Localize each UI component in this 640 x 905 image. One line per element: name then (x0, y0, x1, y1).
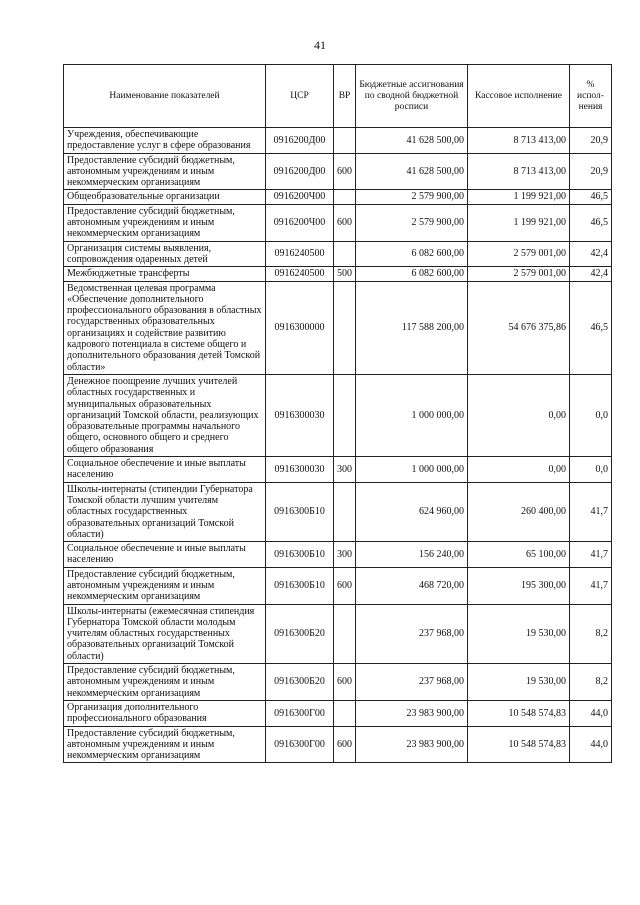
header-cash: Кассовое исполнение (468, 65, 570, 128)
cell-cash: 0,00 (468, 457, 570, 483)
cell-budget: 6 082 600,00 (356, 241, 468, 267)
cell-budget: 41 628 500,00 (356, 128, 468, 154)
table-row (64, 190, 612, 204)
table-row (64, 567, 612, 604)
cell-cash: 8 713 413,00 (468, 153, 570, 190)
cell-cash: 19 530,00 (468, 604, 570, 663)
cell-name: Предоставление субсидий бюджетным, автономным учреждениям и иным некоммерческим организациям (64, 153, 266, 190)
cell-budget: 624 960,00 (356, 482, 468, 541)
cell-budget: 1 000 000,00 (356, 457, 468, 483)
cell-csr: 0916200Д00 (266, 153, 334, 190)
cell-percent: 8,2 (570, 664, 612, 701)
table-row (64, 281, 612, 374)
page-number: 41 (314, 38, 326, 52)
header-csr: ЦСР (266, 65, 334, 128)
cell-percent: 0,0 (570, 457, 612, 483)
cell-percent: 41,7 (570, 542, 612, 568)
table-header-row (64, 65, 612, 128)
cell-name: Предоставление субсидий бюджетным, автономным учреждениям и иным некоммерческим организациям (64, 204, 266, 241)
cell-csr: 0916240500 (266, 241, 334, 267)
cell-vr: 600 (334, 204, 356, 241)
cell-name: Социальное обеспечение и иные выплаты населению (64, 457, 266, 483)
cell-csr: 0916300Б20 (266, 604, 334, 663)
cell-cash: 8 713 413,00 (468, 128, 570, 154)
table-row (64, 267, 612, 281)
cell-budget: 23 983 900,00 (356, 700, 468, 726)
cell-cash: 1 199 921,00 (468, 204, 570, 241)
cell-budget: 156 240,00 (356, 542, 468, 568)
cell-budget: 237 968,00 (356, 664, 468, 701)
cell-name: Предоставление субсидий бюджетным, автономным учреждениям и иным некоммерческим организациям (64, 726, 266, 763)
cell-vr (334, 281, 356, 374)
cell-name: Предоставление субсидий бюджетным, автономным учреждениям и иным некоммерческим организациям (64, 567, 266, 604)
cell-percent: 41,7 (570, 482, 612, 541)
cell-vr: 600 (334, 726, 356, 763)
cell-name: Организация системы выявления, сопровождения одаренных детей (64, 241, 266, 267)
cell-budget: 2 579 900,00 (356, 190, 468, 204)
cell-name: Школы-интернаты (стипендии Губернатора Томской области лучшим учителям областных государственных образовательных организаций Томской области) (64, 482, 266, 541)
cell-cash: 10 548 574,83 (468, 700, 570, 726)
cell-name: Организация дополнительного профессионального образования (64, 700, 266, 726)
cell-csr: 0916200Ч00 (266, 190, 334, 204)
cell-csr: 0916200Ч00 (266, 204, 334, 241)
cell-cash: 195 300,00 (468, 567, 570, 604)
cell-name: Ведомственная целевая программа «Обеспечение дополнительного профессионального образования в областных государственных образовательных организациях и содействие развитию кадрового потенциала в системе общего и дополнительного образования детей Томской области» (64, 281, 266, 374)
cell-cash: 19 530,00 (468, 664, 570, 701)
cell-percent: 46,5 (570, 190, 612, 204)
cell-percent: 0,0 (570, 374, 612, 456)
budget-table (63, 64, 612, 763)
cell-percent: 42,4 (570, 267, 612, 281)
cell-cash: 65 100,00 (468, 542, 570, 568)
cell-percent: 20,9 (570, 153, 612, 190)
cell-percent: 20,9 (570, 128, 612, 154)
cell-cash: 1 199 921,00 (468, 190, 570, 204)
cell-budget: 1 000 000,00 (356, 374, 468, 456)
cell-cash: 2 579 001,00 (468, 267, 570, 281)
table-row (64, 128, 612, 154)
table-row (64, 482, 612, 541)
cell-cash: 2 579 001,00 (468, 241, 570, 267)
cell-name: Социальное обеспечение и иные выплаты населению (64, 542, 266, 568)
table-row (64, 664, 612, 701)
cell-budget: 6 082 600,00 (356, 267, 468, 281)
cell-percent: 42,4 (570, 241, 612, 267)
cell-csr: 0916300Б10 (266, 542, 334, 568)
cell-budget: 2 579 900,00 (356, 204, 468, 241)
cell-csr: 0916300000 (266, 281, 334, 374)
cell-name: Учреждения, обеспечивающие предоставление услуг в сфере образования (64, 128, 266, 154)
table-body (64, 128, 612, 763)
table-row (64, 457, 612, 483)
cell-vr (334, 482, 356, 541)
cell-percent: 46,5 (570, 281, 612, 374)
cell-csr: 0916300Б20 (266, 664, 334, 701)
cell-percent: 44,0 (570, 726, 612, 763)
cell-name: Общеобразовательные организации (64, 190, 266, 204)
cell-vr: 600 (334, 153, 356, 190)
cell-name: Школы-интернаты (ежемесячная стипендия Губернатора Томской области молодым учителям областных государственных образовательных организаций Томской области) (64, 604, 266, 663)
cell-vr (334, 700, 356, 726)
cell-vr: 300 (334, 542, 356, 568)
cell-budget: 117 588 200,00 (356, 281, 468, 374)
cell-vr (334, 374, 356, 456)
table-row (64, 204, 612, 241)
cell-cash: 54 676 375,86 (468, 281, 570, 374)
table-row (64, 700, 612, 726)
cell-vr (334, 241, 356, 267)
table-row (64, 374, 612, 456)
cell-csr: 0916300Б10 (266, 482, 334, 541)
header-vr: ВР (334, 65, 356, 128)
cell-name: Предоставление субсидий бюджетным, автономным учреждениям и иным некоммерческим организациям (64, 664, 266, 701)
cell-vr: 600 (334, 567, 356, 604)
cell-csr: 0916240500 (266, 267, 334, 281)
cell-csr: 0916200Д00 (266, 128, 334, 154)
cell-budget: 468 720,00 (356, 567, 468, 604)
cell-budget: 41 628 500,00 (356, 153, 468, 190)
cell-percent: 44,0 (570, 700, 612, 726)
table-row (64, 726, 612, 763)
header-budget: Бюджетные ассигнования по сводной бюджетной росписи (356, 65, 468, 128)
cell-cash: 0,00 (468, 374, 570, 456)
table-row (64, 241, 612, 267)
cell-vr (334, 604, 356, 663)
cell-percent: 8,2 (570, 604, 612, 663)
cell-name: Межбюджетные трансферты (64, 267, 266, 281)
cell-csr: 0916300Г00 (266, 726, 334, 763)
cell-vr: 300 (334, 457, 356, 483)
cell-csr: 0916300Б10 (266, 567, 334, 604)
cell-percent: 46,5 (570, 204, 612, 241)
table-row (64, 604, 612, 663)
cell-budget: 23 983 900,00 (356, 726, 468, 763)
cell-csr: 0916300Г00 (266, 700, 334, 726)
header-percent: % испол-нения (570, 65, 612, 128)
cell-name: Денежное поощрение лучших учителей областных государственных и муниципальных образовательных организаций Томской области, реализующих образовательные программы начального общего, основного общего и среднего общего образования (64, 374, 266, 456)
table-row (64, 153, 612, 190)
cell-cash: 10 548 574,83 (468, 726, 570, 763)
cell-vr (334, 190, 356, 204)
cell-percent: 41,7 (570, 567, 612, 604)
cell-csr: 0916300030 (266, 374, 334, 456)
header-name: Наименование показателей (64, 65, 266, 128)
cell-vr: 500 (334, 267, 356, 281)
cell-budget: 237 968,00 (356, 604, 468, 663)
cell-csr: 0916300030 (266, 457, 334, 483)
table-row (64, 542, 612, 568)
cell-vr (334, 128, 356, 154)
cell-cash: 260 400,00 (468, 482, 570, 541)
cell-vr: 600 (334, 664, 356, 701)
